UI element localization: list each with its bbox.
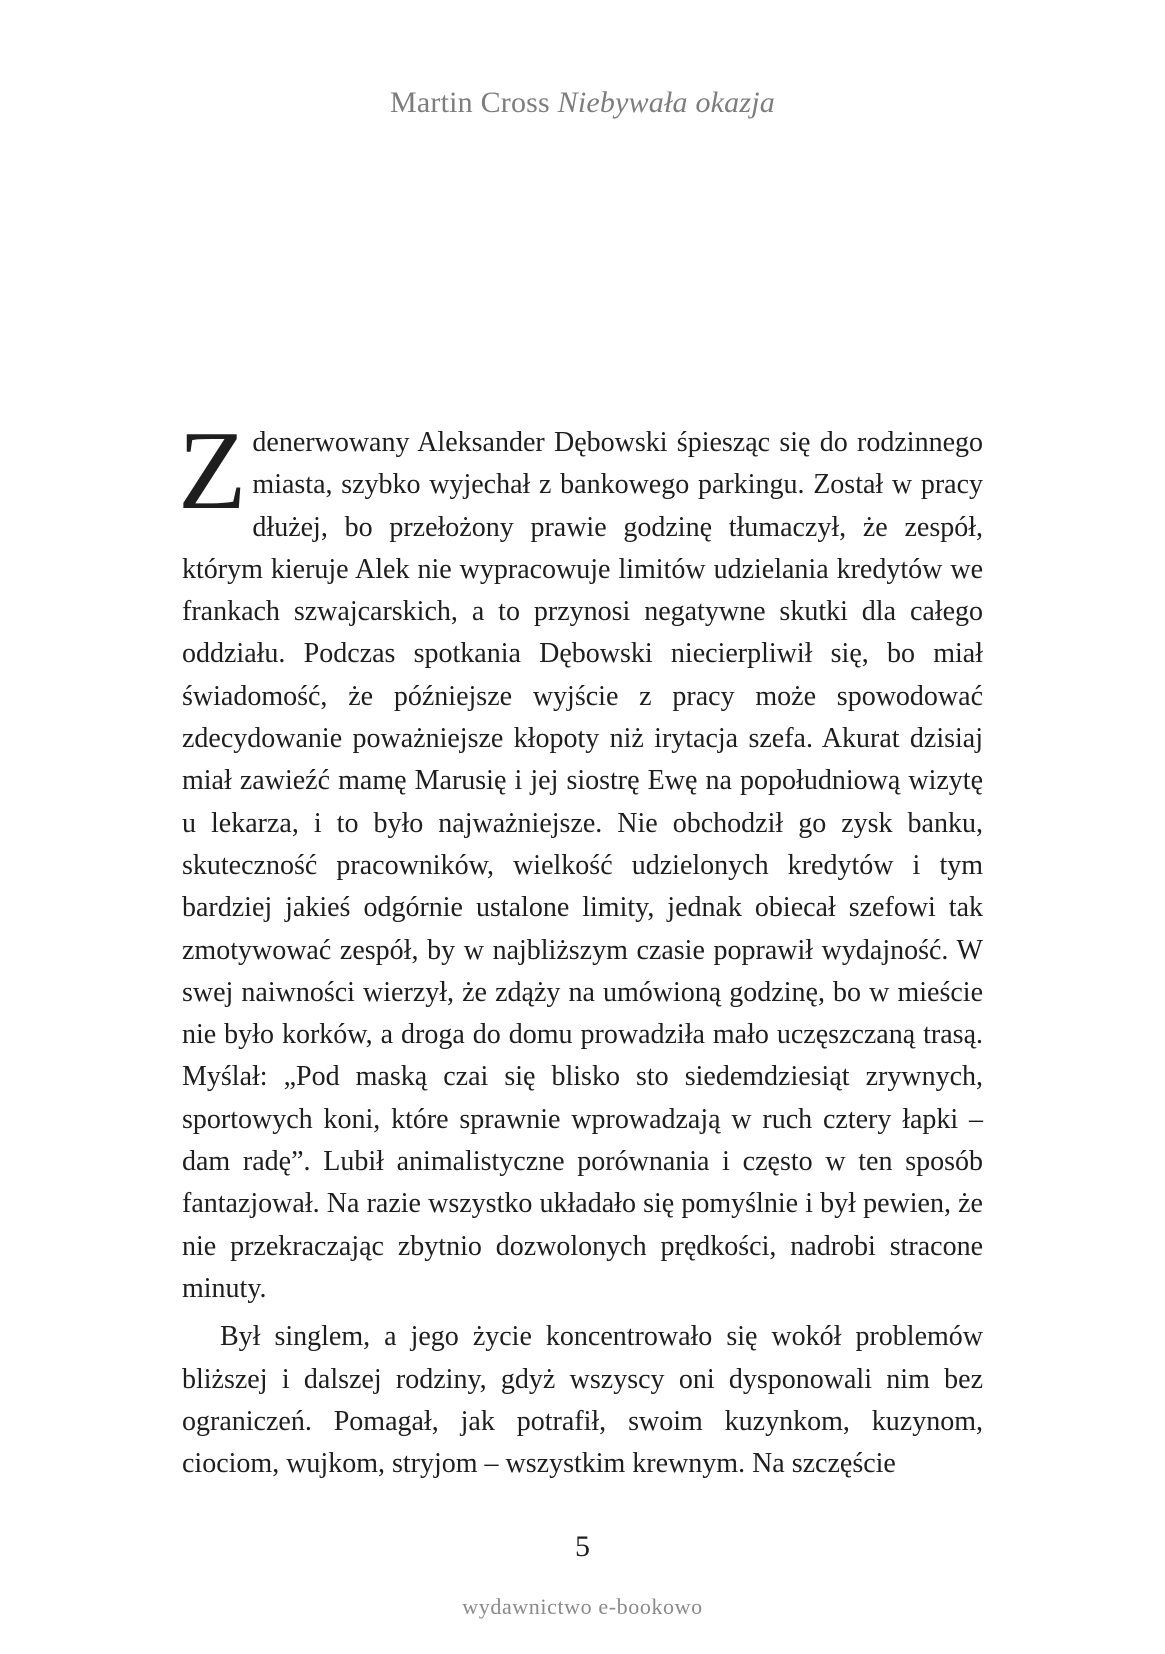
publisher-footer: wydawnictwo e-bookowo [462,1594,703,1619]
running-header [0,86,1165,120]
author-name: Martin Cross [390,86,550,119]
page-number: 5 [575,1530,590,1563]
paragraph-1 [178,409,983,1310]
chapter-body [178,409,983,1485]
drop-cap: Z [178,409,247,533]
paragraph-1-text: denerwowany Aleksander Dębowski śpiesząc się do rodzinnego miasta, szybko wyjechał z bankowego parkingu. Został w pracy dłużej, bo przełożony prawie godzinę tłumaczył, że zespół, którym kieruje Alek nie wypracowuje limitów udzielania kredytów we frankach szwajcarskich, a to przynosi negatywne skutki dla całego oddziału. Podczas spotkania Dębowski niecierpliwił się, bo miał świadomość, że późniejsze wyjście z pracy może spowodować zdecydowanie poważniejsze kłopoty niż irytacja szefa. Akurat dzisiaj miał zawieźć mamę Marusię i jej siostrę Ewę na popołudniową wizytę u lekarza, i to było najważniejsze. Nie obchodził go zysk banku, skuteczność pracowników, wielkość udzielonych kredytów i tym bardziej jakieś odgórnie ustalone limity, jednak obiecał szefowi tak zmotywować zespół, by w najbliższym czasie poprawił wydajność. W swej naiwności wierzył, że zdąży na umówioną godzinę, bo w mieście nie było korków, a droga do domu prowadziła mało uczęszczaną trasą. Myślał: „Pod maską czai się blisko sto siedemdziesiąt zrywnych, sportowych koni, które sprawnie wprowadzają w ruch cztery łapki – dam radę”. Lubił animalistyczne porównania i często w ten sposób fantazjował. Na razie wszystko układało się pomyślnie i był pewien, że nie przekraczając zbytnio dozwolonych prędkości, nadrobi stracone minuty. [182,427,983,1304]
book-title: Niebywała okazja [557,86,775,119]
paragraph-2: Był singlem, a jego życie koncentrowało się wokół problemów bliższej i dalszej rodziny, gdyż wszyscy oni dysponowali nim bez ograniczeń. Pomagał, jak potrafił, swoim kuzynkom, kuzynom, ciociom, wujkom, stryjom – wszystkim krewnym. Na szczęście [182,1321,983,1480]
